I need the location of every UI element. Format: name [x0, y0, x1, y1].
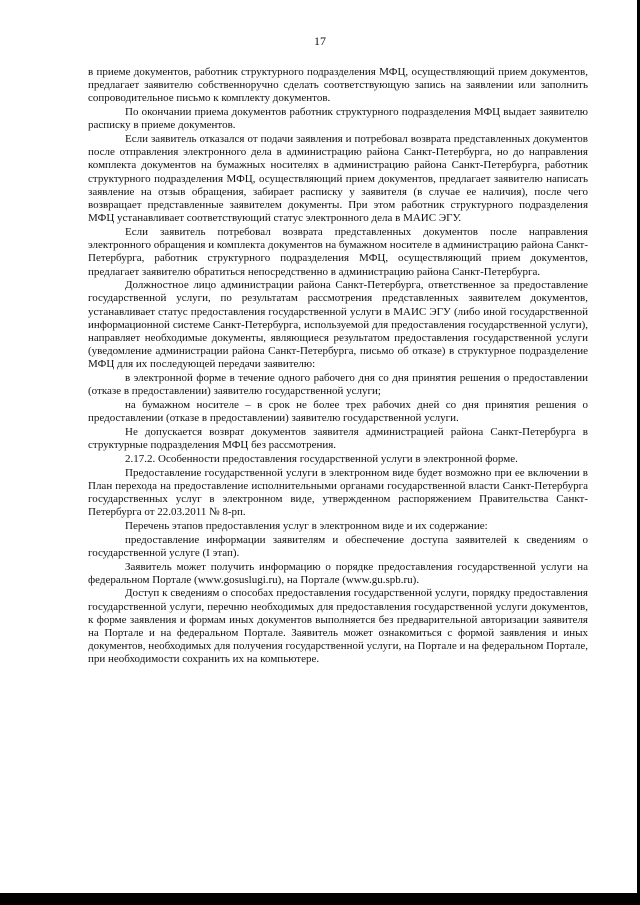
document-body: [88, 66, 588, 667]
section-heading-2-17-2: 2.17.2. Особенности предоставления государственной услуги в электронной форме.: [125, 452, 518, 465]
paragraph-electronic-plan: Предоставление государственной услуги в электронном виде будет возможно при ее включении в План перехода на предоставление исполнительными органами государственной власти Санкт-Петербурга государственных услуг в электронном виде, утвержденном распоряжением Правительства Санкт-Петербурга от 22.03.2011 № 8-рп.: [88, 466, 588, 519]
paragraph-official-result: Должностное лицо администрации района Санкт-Петербурга, ответственное за предоставление государственной услуги, по результатам рассмотрения представленных заявителем документов, устанавливает статус предоставления государственной услуги в МАИС ЭГУ (либо иной государственной информационной системе Санкт-Петербурга, используемой для предоставления государственной услуги), направляет необходимые документы, являющиеся результатом предоставления государственной услуги (уведомление администрации района Санкт-Петербурга, письмо об отказе) в структурное подразделение МФЦ для их последующей передачи заявителю:: [88, 279, 588, 371]
paragraph-portal-access: Доступ к сведениям о способах предоставления государственной услуги, порядку предоставления государственной услуги, перечню необходимых для предоставления государственной услуги документов, к форме заявления и формам иных документов выполняется без предварительной авторизации заявителя на Портале и на федеральном Портале. Заявитель может ознакомиться с формой заявления и иных документов, необходимых для получения государственной услуги, на Портале и на федеральном Портале, при необходимости сохранить их на компьютере.: [88, 587, 588, 666]
paragraph-stages-list: Перечень этапов предоставления услуг в электронном виде и их содержание:: [125, 519, 488, 532]
paragraph-stage-1: предоставление информации заявителям и обеспечение доступа заявителей к сведениям о государственной услуге (I этап).: [88, 533, 588, 559]
paragraph-no-return: Не допускается возврат документов заявителя администрацией района Санкт-Петербурга в структурные подразделения МФЦ без рассмотрения.: [88, 425, 588, 452]
paragraph-withdrawal-after-paper: Если заявитель потребовал возврата представленных документов после направления электронного обращения и комплекта документов на бумажном носителе в администрацию района Санкт-Петербурга, работник структурного подразделения МФЦ, осуществляющий прием документов, предлагает заявителю обратиться непосредственно в администрацию района Санкт-Петербурга.: [88, 225, 588, 278]
paragraph-portal-info: Заявитель может получить информацию о порядке предоставления государственной услуги на федеральном Портале (www.gosuslugi.ru), на Портале (www.gu.spb.ru).: [88, 560, 588, 586]
scan-edge-bottom: [0, 893, 640, 905]
page-number: 17: [314, 34, 326, 48]
paragraph-withdrawal-before-paper: Если заявитель отказался от подачи заявления и потребовал возврата представленных документов после отправления электронного дела в администрацию района Санкт-Петербурга, но до направления комплекта документов на бумажных носителях в администрацию района Санкт-Петербурга, работник структурного подразделения МФЦ, осуществляющий прием документов, предлагает заявителю написать заявление на отзыв обращения, забирает расписку у заявителя (в случае ее наличия), после чего возвращает представленные заявителем документы. При этом работник структурного подразделения МФЦ устанавливает соответствующий статус электронного дела в МАИС ЭГУ.: [88, 133, 588, 225]
paragraph-paper-term: на бумажном носителе – в срок не более трех рабочих дней со дня принятия решения о предоставлении (отказе в предоставлении) заявителю государственной услуги.: [88, 399, 588, 425]
paragraph-electronic-term: в электронной форме в течение одного рабочего дня со дня принятия решения о предоставлении (отказе в предоставлении) заявителю государственной услуги;: [88, 372, 588, 398]
paragraph-receipt: По окончании приема документов работник структурного подразделения МФЦ выдает заявителю расписку в приеме документов.: [88, 106, 588, 132]
paragraph-continuation: в приеме документов, работник структурного подразделения МФЦ, осуществляющий прием документов, предлагает заявителю собственноручно сделать соответствующую запись на заявлении или заполнить сопроводительное письмо к комплекту документов.: [88, 66, 588, 105]
